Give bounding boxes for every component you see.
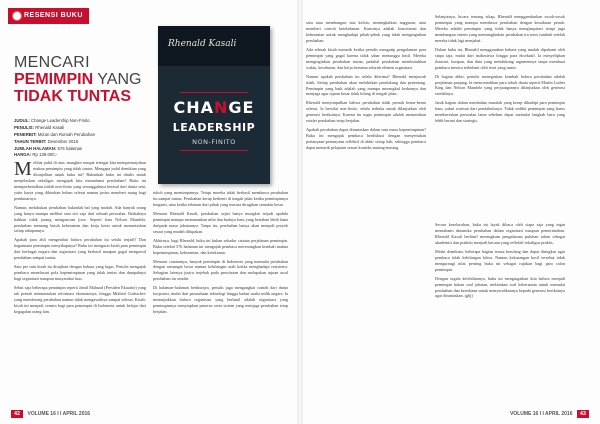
info-row-penerbit bbox=[14, 132, 144, 139]
page-number: 42 bbox=[11, 410, 23, 418]
info-label: PENULIS: bbox=[14, 124, 35, 130]
book-cover-image bbox=[158, 26, 270, 184]
paragraph: Menurut catatannya, banyak pemimpin di Indonesia yang memulai perubahan dengan semangat besar namun kehilangan arah ketika menghadapi resistensi. Sebagian lainnya justru terjebak pada pencitraan dan melupakan tujuan awal perubahan itu sendiri. bbox=[153, 258, 288, 282]
paragraph: Ada sebuah kisah menarik ketika penulis mengutip pengalaman para pemimpin yang gagal karena tidak sabar menunggu hasil. Mereka menginginkan perubahan instan, padahal perubahan membutuhkan waktu, kesabaran, dan kerja bersama seluruh elemen organisasi. bbox=[306, 46, 426, 70]
page-number: 43 bbox=[577, 410, 589, 418]
cover-subtitle: NON-FINITO bbox=[192, 138, 236, 146]
cover-title-part: CHA bbox=[173, 98, 215, 117]
paragraph: Rhenald menyimpulkan bahwa perubahan tidak pernah benar-benar selesai. Ia bersifat non-finito, selalu terbuka untuk dilanjutkan oleh generasi berikutnya. Karena itu tugas pemimpin adalah memastikan estafet perubahan tetap berjalan. bbox=[306, 100, 426, 124]
paragraph: Namun, melakukan perubahan bukanlah hal yang mudah. Ada banyak orang yang hanya mampu melihat satu sisi saja dari sebuah persoalan. Berbahaya bahkan tidak jarang mengancam jiwa. Seperti kata Nelson Mandela, perubahan memang butuh keberanian dan kerja keras untuk menuntaskan setiap tahapannya. bbox=[14, 204, 146, 234]
book-info bbox=[14, 118, 144, 159]
info-label: JUDUL: bbox=[14, 118, 30, 123]
title-line-2-bold: PEMIMPIN bbox=[14, 70, 94, 88]
paragraph: Secara keseluruhan, buku ini layak dibaca oleh siapa saja yang ingin memahami dinamika perubahan dalam organisasi maupun pemerintahan. Rhenald Kasali berhasil merangkum pengalaman puluhan tahun sebagai akademisi dan praktisi menjadi bacaan yang reflektif sekaligus praktis. bbox=[435, 222, 565, 245]
info-row-tahun bbox=[14, 139, 144, 146]
info-label: PENERBIT: bbox=[14, 131, 37, 137]
info-label: JUMLAH HALAMAN: bbox=[14, 145, 57, 151]
footer-volume: VOLUME 16 I I APRIL 2016 bbox=[27, 411, 91, 417]
cover-divider bbox=[180, 150, 248, 151]
page-gutter bbox=[297, 0, 303, 424]
section-label: RESENSI BUKU bbox=[24, 12, 83, 19]
body-column-2 bbox=[153, 190, 288, 405]
info-label: HARGA: bbox=[14, 152, 32, 158]
title-line-3: TIDAK TUNTAS bbox=[14, 87, 132, 105]
info-value: Rhenald Kasali bbox=[35, 124, 65, 130]
info-row-harga bbox=[14, 152, 144, 159]
info-row-jumlah bbox=[14, 146, 144, 153]
paragraph: Menurut Rhenald Kasali, perubahan sejati hanya mungkin terjadi apabila pemimpin mampu menanamkan nilai dan budaya baru yang bertahan lebih lama daripada masa jabatannya. Tanpa itu, perubahan hanya akan menjadi proyek sesaat yang mudah dilupakan. bbox=[153, 210, 288, 234]
paragraph: Jarak bagian dalam membahas masalah yang kerap dihadapi para pemimpin baru, yakni warisan dari pendahulunya. Tidak sedikit pemimpin yang harus membereskan persoalan lama sebelum dapat memulai langkah baru yang lebih berani dan strategis. bbox=[435, 100, 565, 124]
body-column-4 bbox=[435, 14, 565, 214]
paragraph: Namun apakah perubahan itu selalu diterima? Rhenald menjawab tidak. Setiap perubahan akan melahirkan pendukung dan penentang. Pemimpin yang baik adalah yang mampu merangkul keduanya dan menjaga agar tujuan besar tidak hilang di tengah jalan. bbox=[306, 73, 426, 97]
section-tab bbox=[8, 8, 89, 24]
info-value: Mizan dan Rumah Perubahan bbox=[37, 131, 95, 137]
paragraph: Satu per satu kisah itu disajikan dengan bahasa yang lugas. Penulis mengajak pembaca menelusuri pola kepemimpinan yang tidak tuntas dan dampaknya bagi organisasi maupun masyarakat luas. bbox=[14, 264, 146, 282]
title-line-2 bbox=[14, 72, 144, 89]
paragraph-text: elihat judul di atas, mungkin sempat teringat kita mempertanyakan makna pemimpin yang tidak tuntas. Mengapa judul demikian yang ditonjolkan untuk buku ini? Bukankah buku ini ditulis untuk menjelaskan sekaligus mengajak kita memahami perubahan? Buku ini memperkenalkan istilah non-finito yang sesungguhnya berasal dari dunia seni, yaitu karya yang dibiarkan belum selesai namun justru memberi ruang bagi penikmatnya. bbox=[14, 160, 146, 201]
paragraph: Di bagian akhir, penulis menegaskan kembali bahwa perubahan adalah perjalanan panjang. Ia mencontohkan para tokoh dunia seperti Martin Luther King dan Nelson Mandela yang perjuangannya dilanjutkan oleh generasi setelahnya. bbox=[435, 73, 565, 97]
footer-right bbox=[510, 410, 592, 418]
right-page bbox=[300, 0, 600, 424]
paragraph: Apakah perubahan dapat dituntaskan dalam satu masa kepemimpinan? Buku ini mengajak pembaca berdiskusi dengan menyertakan pertanyaan-pertanyaan reflektif di akhir setiap bab, sehingga pembaca dapat menarik pelajaran sesuai konteks masing-masing. bbox=[306, 127, 426, 151]
cover-author: Rhenald Kasali bbox=[168, 39, 237, 49]
paragraph: Apakah para ahli mengetahui bahwa perubahan itu selalu terjadi? Dan bagaimana pemimpin menyikapinya? Buku ini mengurai kisah para pemimpin dari berbagai negara dan organisasi yang berhasil maupun gagal mengawal perubahan sampai tuntas. bbox=[14, 237, 146, 261]
info-value: 576 halaman bbox=[57, 145, 83, 151]
info-value: Rp 139.000,- bbox=[32, 152, 58, 158]
paragraph: Meski demikian, beberapa bagian terasa berulang dan dapat diringkas agar pembaca tidak kehilangan fokus. Namun kekurangan kecil tersebut tidak mengurangi nilai penting buku ini sebagai rujukan bagi para calon pemimpin. bbox=[435, 248, 565, 272]
bullet-icon bbox=[12, 11, 22, 21]
article-title bbox=[14, 55, 144, 105]
footer-left bbox=[8, 410, 90, 418]
body-column-3 bbox=[306, 20, 426, 406]
info-row-penulis bbox=[14, 125, 144, 132]
paragraph: Dengan segala kelebihannya, buku ini mengingatkan kita bahwa menjadi pemimpin bukan soal jabatan, melainkan soal keberanian untuk memulai perubahan dan kesediaan untuk menyerahkannya kepada generasi berikutnya agar dituntaskan. (gbj) bbox=[435, 275, 565, 299]
body-column-5 bbox=[435, 222, 565, 406]
cover-title-line-2: LEADERSHIP bbox=[172, 121, 256, 134]
cover-title-accent: N bbox=[214, 98, 229, 117]
paragraph: satu atau membangun tata kelola, meningkatkan anggaran, atau memberi contoh keteladanan. Kuncinya adalah konsistensi dan keberanian untuk menghadapi pihak-pihak yang tidak menginginkan perubahan. bbox=[306, 20, 426, 43]
paragraph: Dalam buku ini, Rhenald menggunakan bahasa yang mudah dipahami oleh siapa saja, mulai dari mahasiswa hingga para eksekutif. Ia menyelipkan ilustrasi, kutipan, dan data yang mendukung argumennya tanpa membuat pembaca merasa terbebani oleh teori yang rumit. bbox=[435, 46, 565, 70]
footer-volume: VOLUME 16 I I APRIL 2016 bbox=[509, 411, 573, 417]
cover-title-line-1 bbox=[158, 98, 270, 117]
paragraph: Akhirnya, bagi Rhenald, buku ini bukan sekadar catatan perjalanan pemimpin. Buku setebal 576 halaman ini mengajak pembaca merenungkan kembali makna kepemimpinan, keberanian, dan ketekunan. bbox=[153, 237, 288, 255]
paragraph: Di halaman-halaman berikutnya, penulis juga mengangkat contoh dari dunia korporasi, mulai dari perusahaan teknologi hingga badan usaha milik negara. Ia menunjukkan bahwa organisasi yang berhasil adalah organisasi yang pemimpinnya menyiapkan penerus serta sistem yang menjaga perubahan tetap berjalan. bbox=[153, 285, 288, 315]
info-row-judul bbox=[14, 118, 144, 125]
drop-cap: M bbox=[14, 158, 32, 180]
cover-divider bbox=[180, 92, 248, 93]
paragraph: Selanjutnya, bicara tentang sikap, Rhenald menggambarkan sosok-sosok pemimpin yang mampu membawa perubahan dengan kesadaran penuh. Mereka adalah pemimpin yang tidak hanya menginspirasi tetapi juga membangun sistem yang memungkinkan perubahan itu terus tumbuh setelah mereka tidak lagi menjabat. bbox=[435, 14, 565, 43]
paragraph bbox=[14, 160, 146, 202]
info-value: Desember 2015 bbox=[47, 138, 79, 144]
info-value: Change Leadership Non-Finito bbox=[30, 118, 90, 123]
body-column-1 bbox=[14, 160, 146, 405]
paragraph: Sebut saja beberapa pemimpin seperti Jamil Mahuad (Presiden Ekuador) yang tak pernah menuntaskan reformasi ekonominya, hingga Mikhail Gorbachev yang mendorong perubahan namun tidak mengawalnya sampai selesai. Kisah-kisah ini menjadi cermin bagi para pemimpin di Indonesia untuk belajar dari kegagalan orang lain. bbox=[14, 285, 146, 314]
paragraph: tokoh yang memimpinnya. Tetapi mereka tidak berhasil membawa perubahan itu sampai tuntas. Perubahan kerap berhenti di tengah jalan ketika pemimpinnya berganti, atau ketika tekanan dari pihak yang merasa dirugikan semakin besar. bbox=[153, 190, 288, 207]
title-line-2-light: YANG bbox=[93, 70, 142, 88]
info-label: TAHUN TERBIT: bbox=[14, 138, 47, 144]
title-line-1: MENCARI bbox=[14, 54, 90, 71]
cover-title-part: GE bbox=[228, 98, 255, 117]
